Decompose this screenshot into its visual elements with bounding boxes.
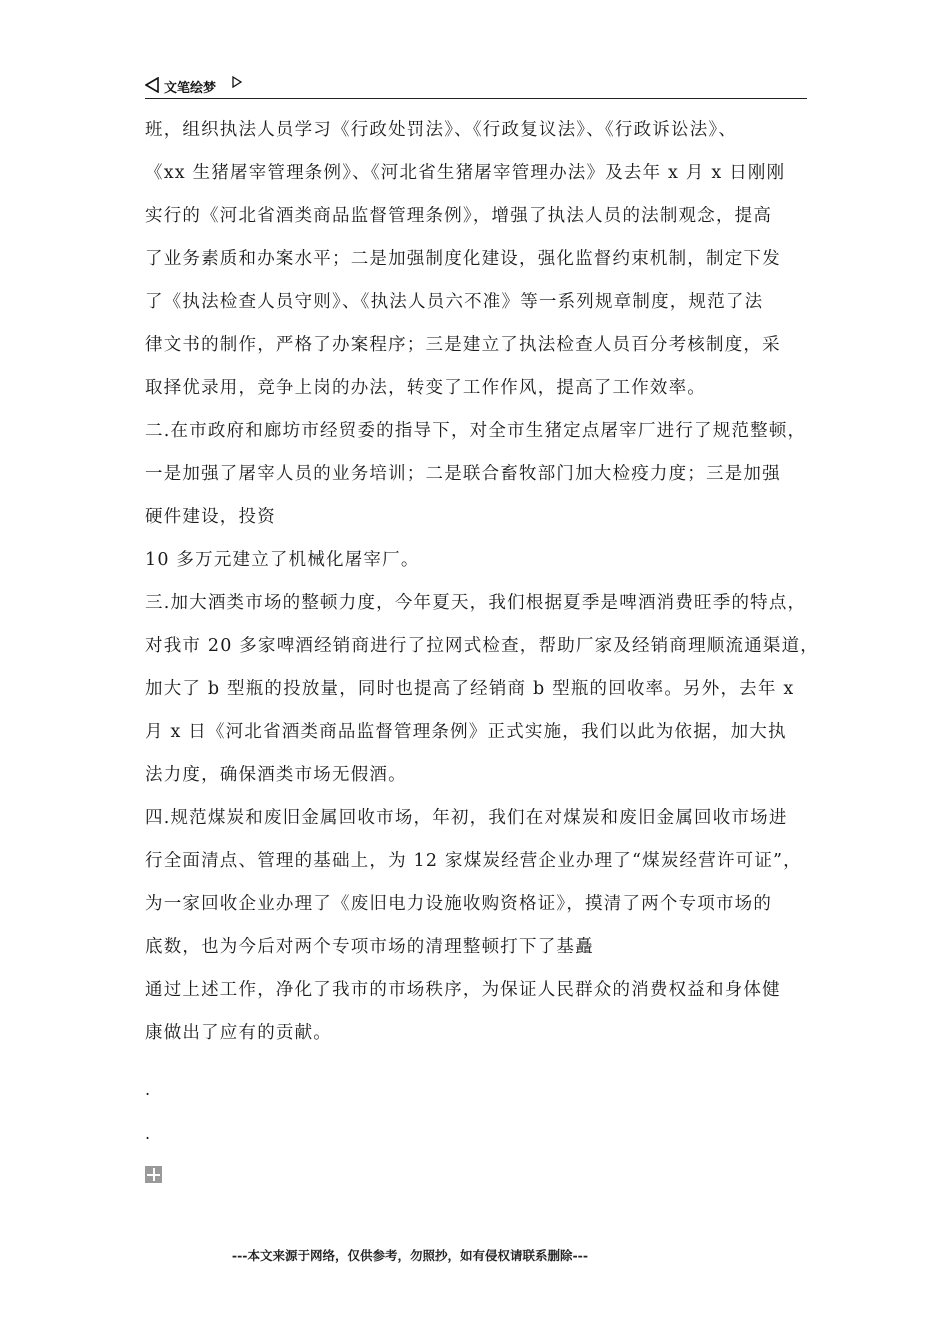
right-triangle-icon	[232, 76, 242, 88]
text-line: 10 多万元建立了机械化屠宰厂。	[145, 550, 420, 570]
text-line: 一是加强了屠宰人员的业务培训；二是联合畜牧部门加大检疫力度；三是加强	[145, 464, 781, 484]
text-line: 班，组织执法人员学习《行政处罚法》、《行政复议法》、《行政诉讼法》、	[145, 120, 738, 140]
text-line: 四.规范煤炭和废旧金属回收市场，年初，我们在对煤炭和废旧金属回收市场进	[145, 808, 788, 828]
text-line: 月 x 日《河北省酒类商品监督管理条例》正式实施，我们以此为依据，加大执	[145, 722, 787, 742]
text-line: 行全面清点、管理的基础上，为 12 家煤炭经营企业办理了“煤炭经营许可证”，	[145, 851, 802, 871]
text-line: 硬件建设，投资	[145, 507, 276, 527]
dot-mark: .	[145, 1124, 151, 1143]
text-line: 了《执法检查人员守则》、《执法人员六不准》等一系列规章制度，规范了法	[145, 292, 764, 312]
header-title: 文笔绘梦	[164, 81, 217, 96]
dot-mark: .	[145, 1080, 151, 1099]
text-line: 实行的《河北省酒类商品监督管理条例》，增强了执法人员的法制观念，提高	[145, 206, 773, 226]
text-line: 对我市 20 多家啤酒经销商进行了拉网式检查，帮助厂家及经销商理顺流通渠道，	[145, 636, 819, 656]
text-line: 律文书的制作，严格了办案程序；三是建立了执法检查人员百分考核制度，采	[145, 335, 781, 355]
text-line: 法力度，确保酒类市场无假酒。	[145, 765, 407, 785]
text-line: 二.在市政府和廊坊市经贸委的指导下，对全市生猪定点屠宰厂进行了规范整顿，	[145, 421, 807, 441]
text-line: 三.加大酒类市场的整顿力度，今年夏天，我们根据夏季是啤酒消费旺季的特点，	[145, 593, 807, 613]
expand-plus-icon[interactable]	[145, 1166, 162, 1183]
text-line: 通过上述工作，净化了我市的市场秩序，为保证人民群众的消费权益和身体健	[145, 980, 781, 1000]
footer-disclaimer: ---本文来源于网络，仅供参考，勿照抄，如有侵权请联系删除---	[231, 1248, 589, 1263]
text-line: 《xx 生猪屠宰管理条例》、《河北省生猪屠宰管理办法》及去年 x 月 x 日刚刚	[145, 163, 786, 183]
page-header	[145, 74, 807, 99]
text-line: 底数，也为今后对两个专项市场的清理整顿打下了基矗	[145, 937, 594, 957]
left-triangle-icon	[145, 77, 159, 93]
text-line: 加大了 b 型瓶的投放量，同时也提高了经销商 b 型瓶的回收率。另外，去年 x	[145, 679, 795, 699]
text-line: 康做出了应有的贡献。	[145, 1023, 332, 1043]
text-line: 为一家回收企业办理了《废旧电力设施收购资格证》，摸清了两个专项市场的	[145, 894, 773, 914]
text-line: 了业务素质和办案水平；二是加强制度化建设，强化监督约束机制，制定下发	[145, 249, 781, 269]
text-line: 取择优录用，竞争上岗的办法，转变了工作作风，提高了工作效率。	[145, 378, 706, 398]
